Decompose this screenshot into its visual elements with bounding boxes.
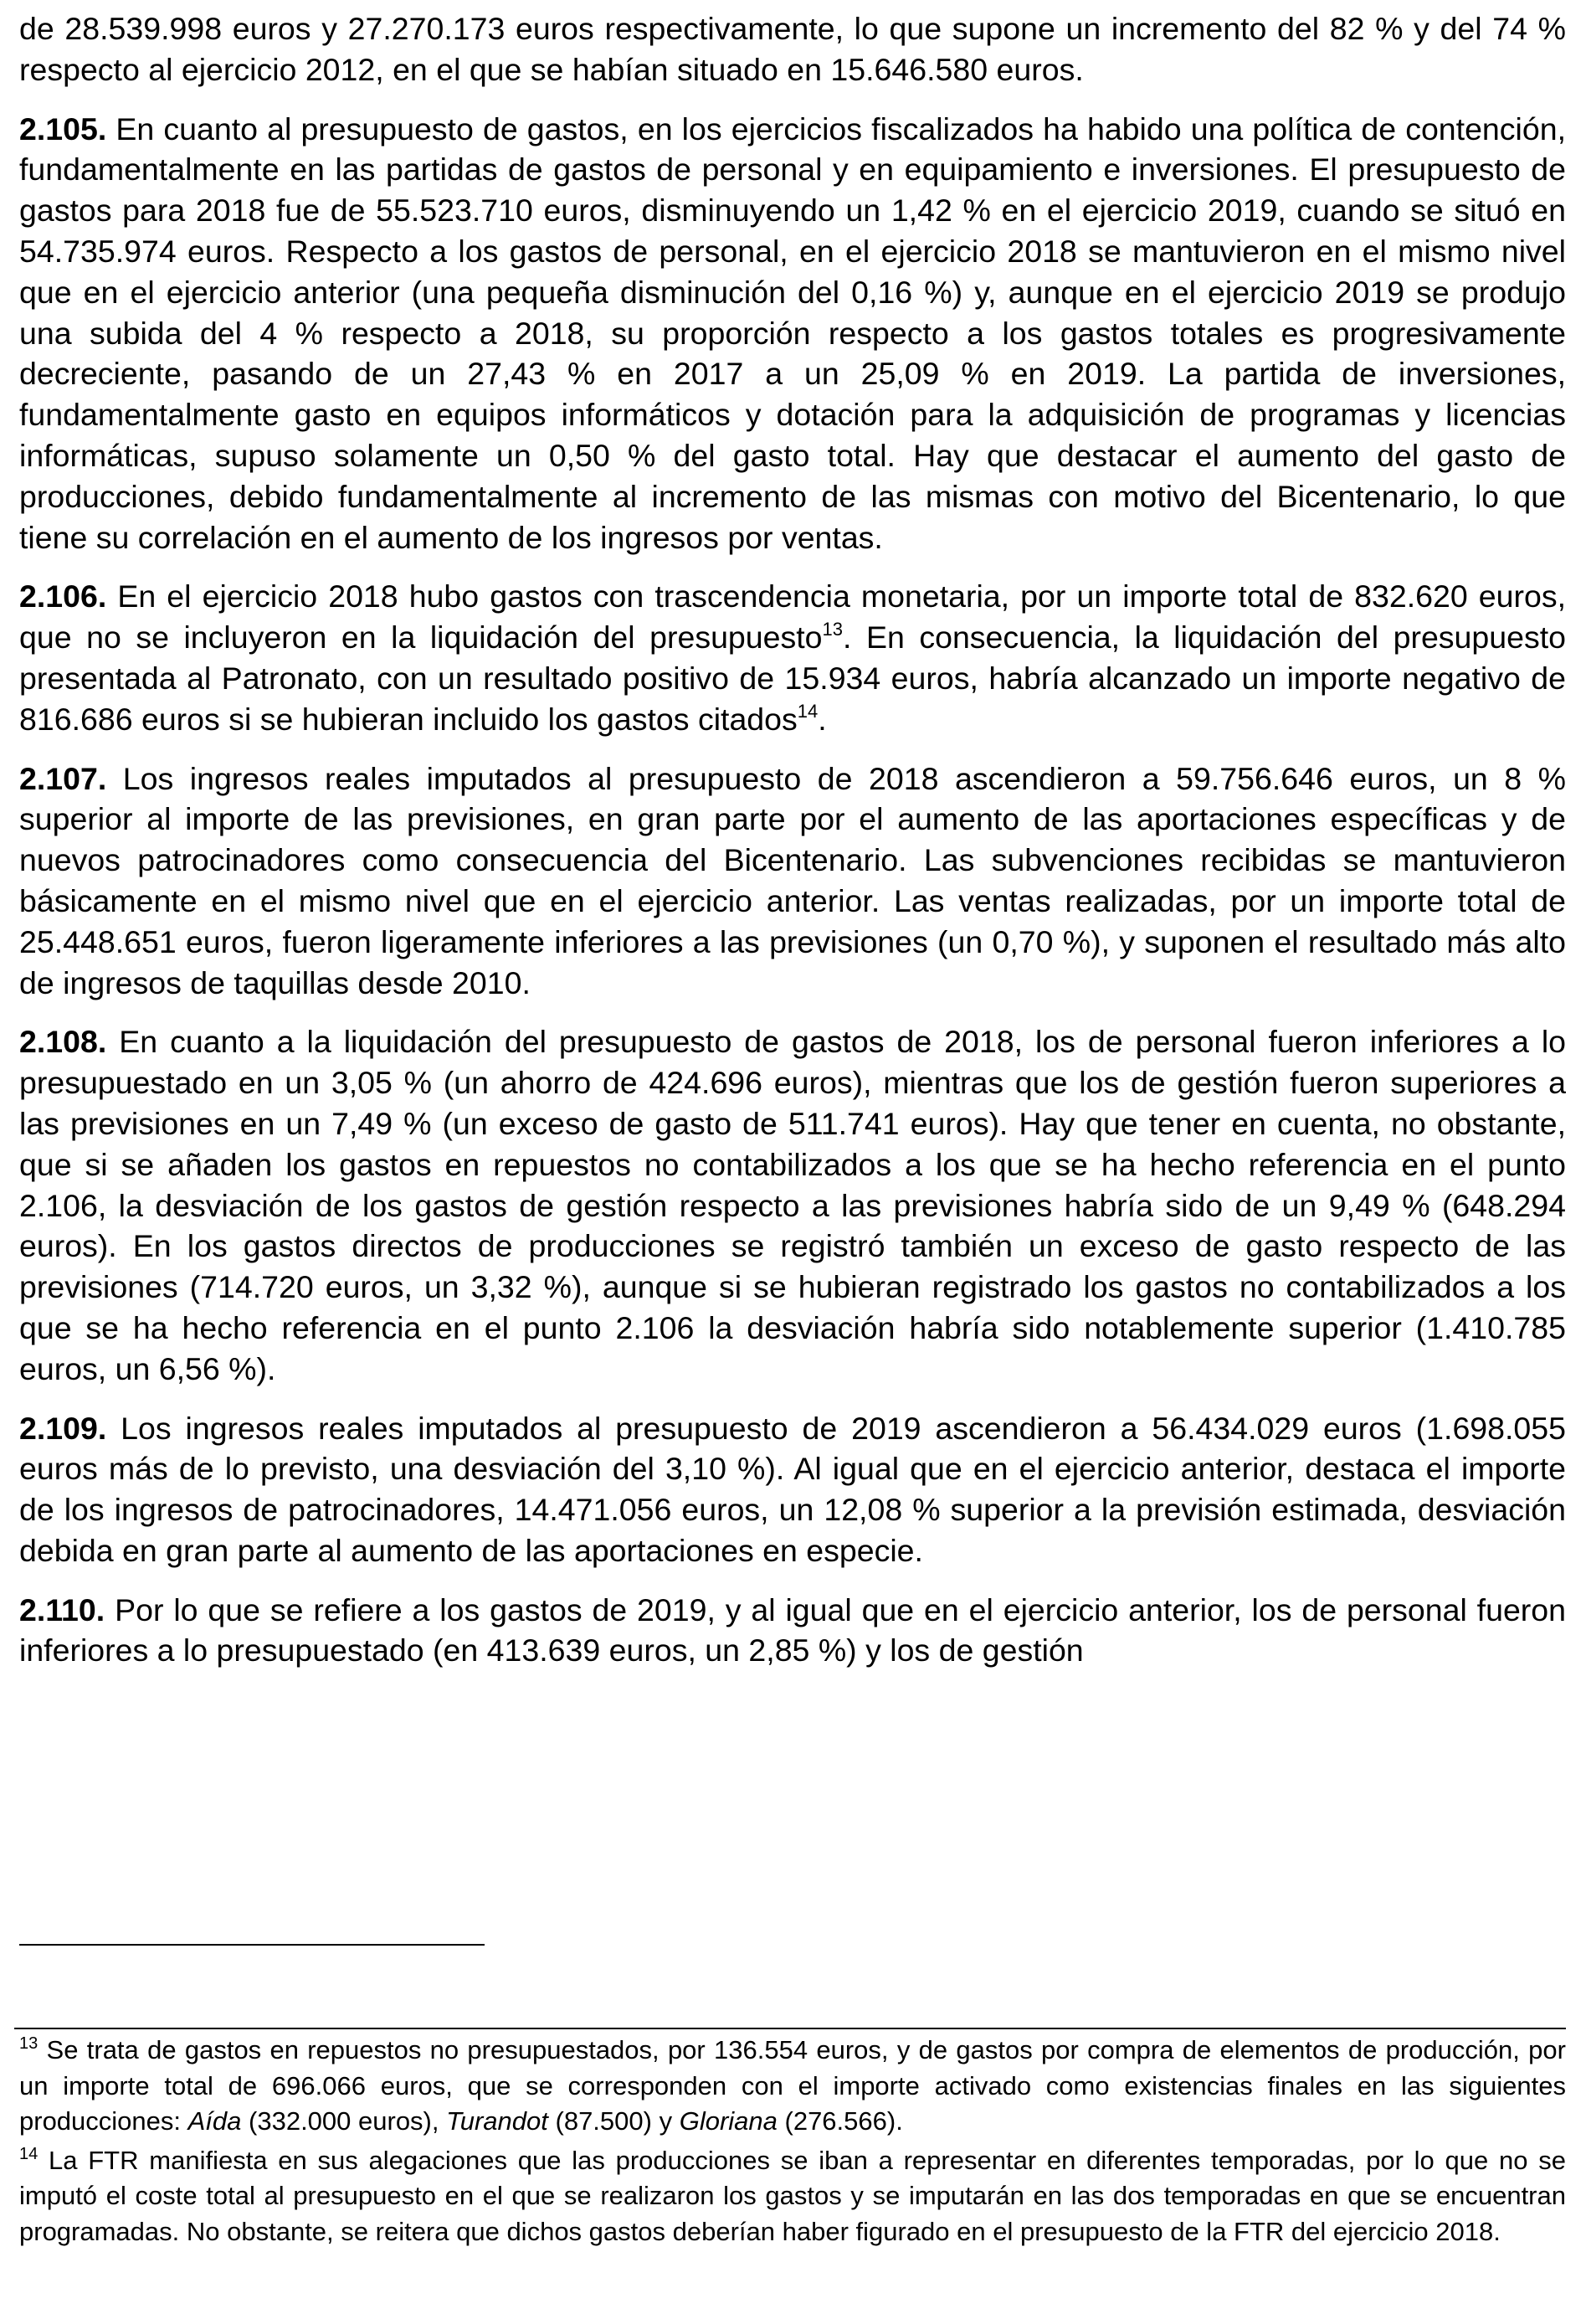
paragraph-number: 2.108. bbox=[19, 1024, 107, 1060]
paragraph-text: Por lo que se refiere a los gastos de 2019, y al igual que en el ejercicio anterior, los de personal fueron inferiores a lo presupuestado (en 413.639 euros, un 2,85 %) y los de gestión bbox=[19, 1591, 1567, 1668]
footnotes-section bbox=[19, 2033, 1566, 2253]
paragraph-text: Los ingresos reales imputados al presupuesto de 2018 ascendieron a 59.756.646 euros, un 8 % superior al importe de las previsiones, en gran parte por el aumento de las aportaciones específicas y de nuevos patrocinadores como consecuencia del Bicentenario. Las subvenciones recibidas se mantuvieron básicamente en el mismo nivel que en el ejercicio anterior. Las ventas realizadas, por un importe total de 25.448.651 euros, fueron ligeramente inferiores a las previsiones (un 0,70 %), y suponen el resultado más alto de ingresos de taquillas desde 2010. bbox=[19, 760, 1566, 1000]
paragraph-number: 2.109. bbox=[19, 1410, 107, 1446]
document-body bbox=[19, 8, 1566, 1689]
footnote-separator bbox=[19, 1944, 485, 1946]
paragraph-continuation bbox=[19, 8, 1566, 90]
paragraph-2-106 bbox=[19, 576, 1566, 739]
paragraph-text: En cuanto al presupuesto de gastos, en los ejercicios fiscalizados ha habido una política de contención, fundamentalmente en las partidas de gastos de personal y en equipamiento e inversiones. El presupuesto de gastos para 2018 fue de 55.523.710 euros, disminuyendo un 1,42 % en el ejercicio 2019, cuando se situó en 54.735.974 euros. Respecto a los gastos de personal, en el ejercicio 2018 se mantuvieron en el mismo nivel que en el ejercicio anterior (una pequeña disminución del 0,16 %) y, aunque en el ejercicio 2019 se produjo una subida del 4 % respecto a 2018, su proporción respecto a los gastos totales es progresivamente decreciente, pasando de un 27,43 % en 2017 a un 25,09 % en 2019. La partida de inversiones, fundamentalmente gasto en equipos informáticos y dotación para la adquisición de programas y licencias informáticas, supuso solamente un 0,50 % del gasto total. Hay que destacar el aumento del gasto de producciones, debido fundamentalmente al incremento de las mismas con motivo del Bicentenario, lo que tiene su correlación en el aumento de los ingresos por ventas. bbox=[19, 111, 1566, 555]
footnote-ref-13[interactable]: 13 bbox=[822, 619, 844, 640]
footnote-marker: 13 bbox=[19, 2034, 38, 2053]
footnote-text: La FTR manifiesta en sus alegaciones que las producciones se iban a representar en diferentes temporadas, por lo que no se imputó el coste total al presupuesto en el que se realizaron los gastos y se imputarán en las dos temporadas en que se encuentran programadas. No obstante, se reitera que dichos gastos deberían haber figurado en el presupuesto de la FTR del ejercicio 2018. bbox=[19, 2145, 1566, 2246]
paragraph-text: En el ejercicio 2018 hubo gastos con trascendencia monetaria, por un importe total de 832.620 euros, que no se incluyeron en la liquidación del presupuesto bbox=[19, 578, 1566, 656]
footnote-14 bbox=[19, 2143, 1566, 2250]
paragraph-text: En cuanto a la liquidación del presupuesto de gastos de 2018, los de personal fueron inferiores a lo presupuestado en un 3,05 % (un ahorro de 424.696 euros), mientras que los de gestión fueron superiores a las previsiones en un 7,49 % (un exceso de gasto de 511.741 euros). Hay que tener en cuenta, no obstante, que si se añaden los gastos en repuestos no contabilizados a los que se ha hecho referencia en el punto 2.106, la desviación de los gastos de gestión respecto a las previsiones habría sido de un 9,49 % (648.294 euros). En los gastos directos de producciones se registró también un exceso de gasto respecto de las previsiones (714.720 euros, un 3,32 %), aunque si se hubieran registrado los gastos no contabilizados a los que se ha hecho referencia en el punto 2.106 la desviación habría sido notablemente superior (1.410.785 euros, un 6,56 %). bbox=[19, 1024, 1567, 1386]
footnote-marker: 14 bbox=[19, 2144, 38, 2163]
footnote-text: (276.566). bbox=[777, 2106, 903, 2136]
paragraph-text: de 28.539.998 euros y 27.270.173 euros respectivamente, lo que supone un incremento del 82 % y del 74 % respecto al ejercicio 2012, en el que se habían situado en 15.646.580 euros. bbox=[19, 11, 1566, 87]
paragraph-text: Los ingresos reales imputados al presupuesto de 2019 ascendieron a 56.434.029 euros (1.698.055 euros más de lo previsto, una desviación del 3,10 %). Al igual que en el ejercicio anterior, destaca el importe de los ingresos de patrocinadores, 14.471.056 euros, un 12,08 % superior a la previsión estimada, desviación debida en gran parte al aumento de las aportaciones en especie. bbox=[19, 1410, 1566, 1568]
paragraph-2-109 bbox=[19, 1408, 1566, 1571]
paragraph-text: . En consecuencia, la liquidación del presupuesto presentada al Patronato, con un resultado positivo de 15.934 euros, habría alcanzado un importe negativo de 816.686 euros si se hubieran incluido los gastos citados bbox=[19, 620, 1566, 737]
paragraph-2-105 bbox=[19, 109, 1566, 558]
paragraph-text: . bbox=[818, 701, 827, 737]
paragraph-2-107 bbox=[19, 758, 1566, 1004]
production-title-aida: Aída bbox=[187, 2106, 242, 2136]
paragraph-number: 2.107. bbox=[19, 760, 107, 796]
footnote-frame-line bbox=[14, 2028, 1566, 2029]
footnote-ref-14[interactable]: 14 bbox=[797, 700, 819, 722]
production-title-gloriana: Gloriana bbox=[679, 2106, 778, 2136]
footnote-text: Se trata de gastos en repuestos no presupuestados, por 136.554 euros, y de gastos por compra de elementos de producción, por un importe total de 696.066 euros, que se corresponden con el importe activado como existencias finales en las siguientes producciones: bbox=[19, 2035, 1566, 2136]
paragraph-number: 2.105. bbox=[19, 111, 107, 147]
footnote-text: (87.500) y bbox=[547, 2106, 680, 2136]
paragraph-number: 2.106. bbox=[19, 578, 107, 614]
footnote-13 bbox=[19, 2033, 1566, 2140]
footnote-text: (332.000 euros), bbox=[241, 2106, 447, 2136]
paragraph-number: 2.110. bbox=[19, 1591, 105, 1627]
paragraph-2-108 bbox=[19, 1021, 1566, 1389]
paragraph-2-110 bbox=[19, 1590, 1566, 1672]
production-title-turandot: Turandot bbox=[446, 2106, 548, 2136]
